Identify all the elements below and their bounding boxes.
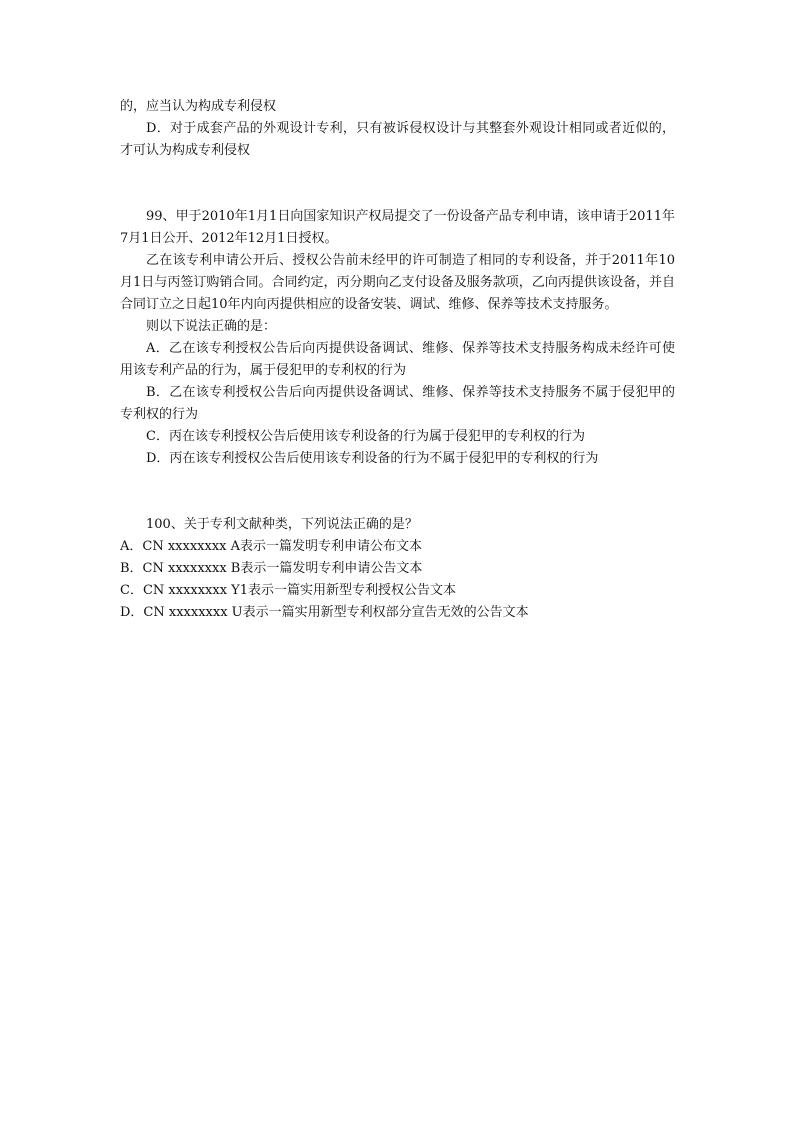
question-100 xyxy=(120,514,675,624)
question-99-scenario: 乙在该专利申请公开后、授权公告前未经甲的许可制造了相同的专利设备，并于2011年10月1日与丙签订购销合同。合同约定，丙分期向乙支付设备及服务款项，乙向丙提供该设备，并自合同订立之日起10年内向丙提供相应的设备安装、调试、维修、保养等技术支持服务。 xyxy=(120,253,675,312)
question-100-option-d: D．CN xxxxxxxx U表示一篇实用新型专利权部分宣告无效的公告文本 xyxy=(120,605,529,620)
question-99-option-a: A．乙在该专利授权公告后向丙提供设备调试、维修、保养等技术支持服务构成未经许可使用该专利产品的行为，属于侵犯甲的专利权的行为 xyxy=(120,341,675,378)
question-100-option-b: B．CN xxxxxxxx B表示一篇发明专利申请公告文本 xyxy=(120,561,423,576)
question-100-stem: 100、关于专利文献种类，下列说法正确的是？ xyxy=(146,517,418,532)
question-99-stem: 99、甲于2010年1月1日向国家知识产权局提交了一份设备产品专利申请，该申请于2011年7月1日公开、2012年12月1日授权。 xyxy=(120,209,675,246)
question-99 xyxy=(120,206,675,470)
document-page xyxy=(120,96,675,624)
option-c-continuation: 的，应当认为构成专利侵权 xyxy=(120,99,277,114)
spacer xyxy=(120,162,675,206)
question-99-option-d: D．丙在该专利授权公告后使用该专利设备的行为不属于侵犯甲的专利权的行为 xyxy=(146,451,599,466)
question-100-option-a: A．CN xxxxxxxx A表示一篇发明专利申请公布文本 xyxy=(120,539,423,554)
option-d: D．对于成套产品的外观设计专利，只有被诉侵权设计与其整套外观设计相同或者近似的，才可认为构成专利侵权 xyxy=(120,121,675,158)
question-99-option-b: B．乙在该专利授权公告后向丙提供设备调试、维修、保养等技术支持服务不属于侵犯甲的专利权的行为 xyxy=(120,385,675,422)
previous-question-tail xyxy=(120,96,675,162)
spacer xyxy=(120,470,675,514)
question-100-option-c: C．CN xxxxxxxx Y1表示一篇实用新型专利授权公告文本 xyxy=(120,583,457,598)
question-99-option-c: C．丙在该专利授权公告后使用该专利设备的行为属于侵犯甲的专利权的行为 xyxy=(146,429,585,444)
question-99-prompt: 则以下说法正确的是： xyxy=(146,319,277,334)
